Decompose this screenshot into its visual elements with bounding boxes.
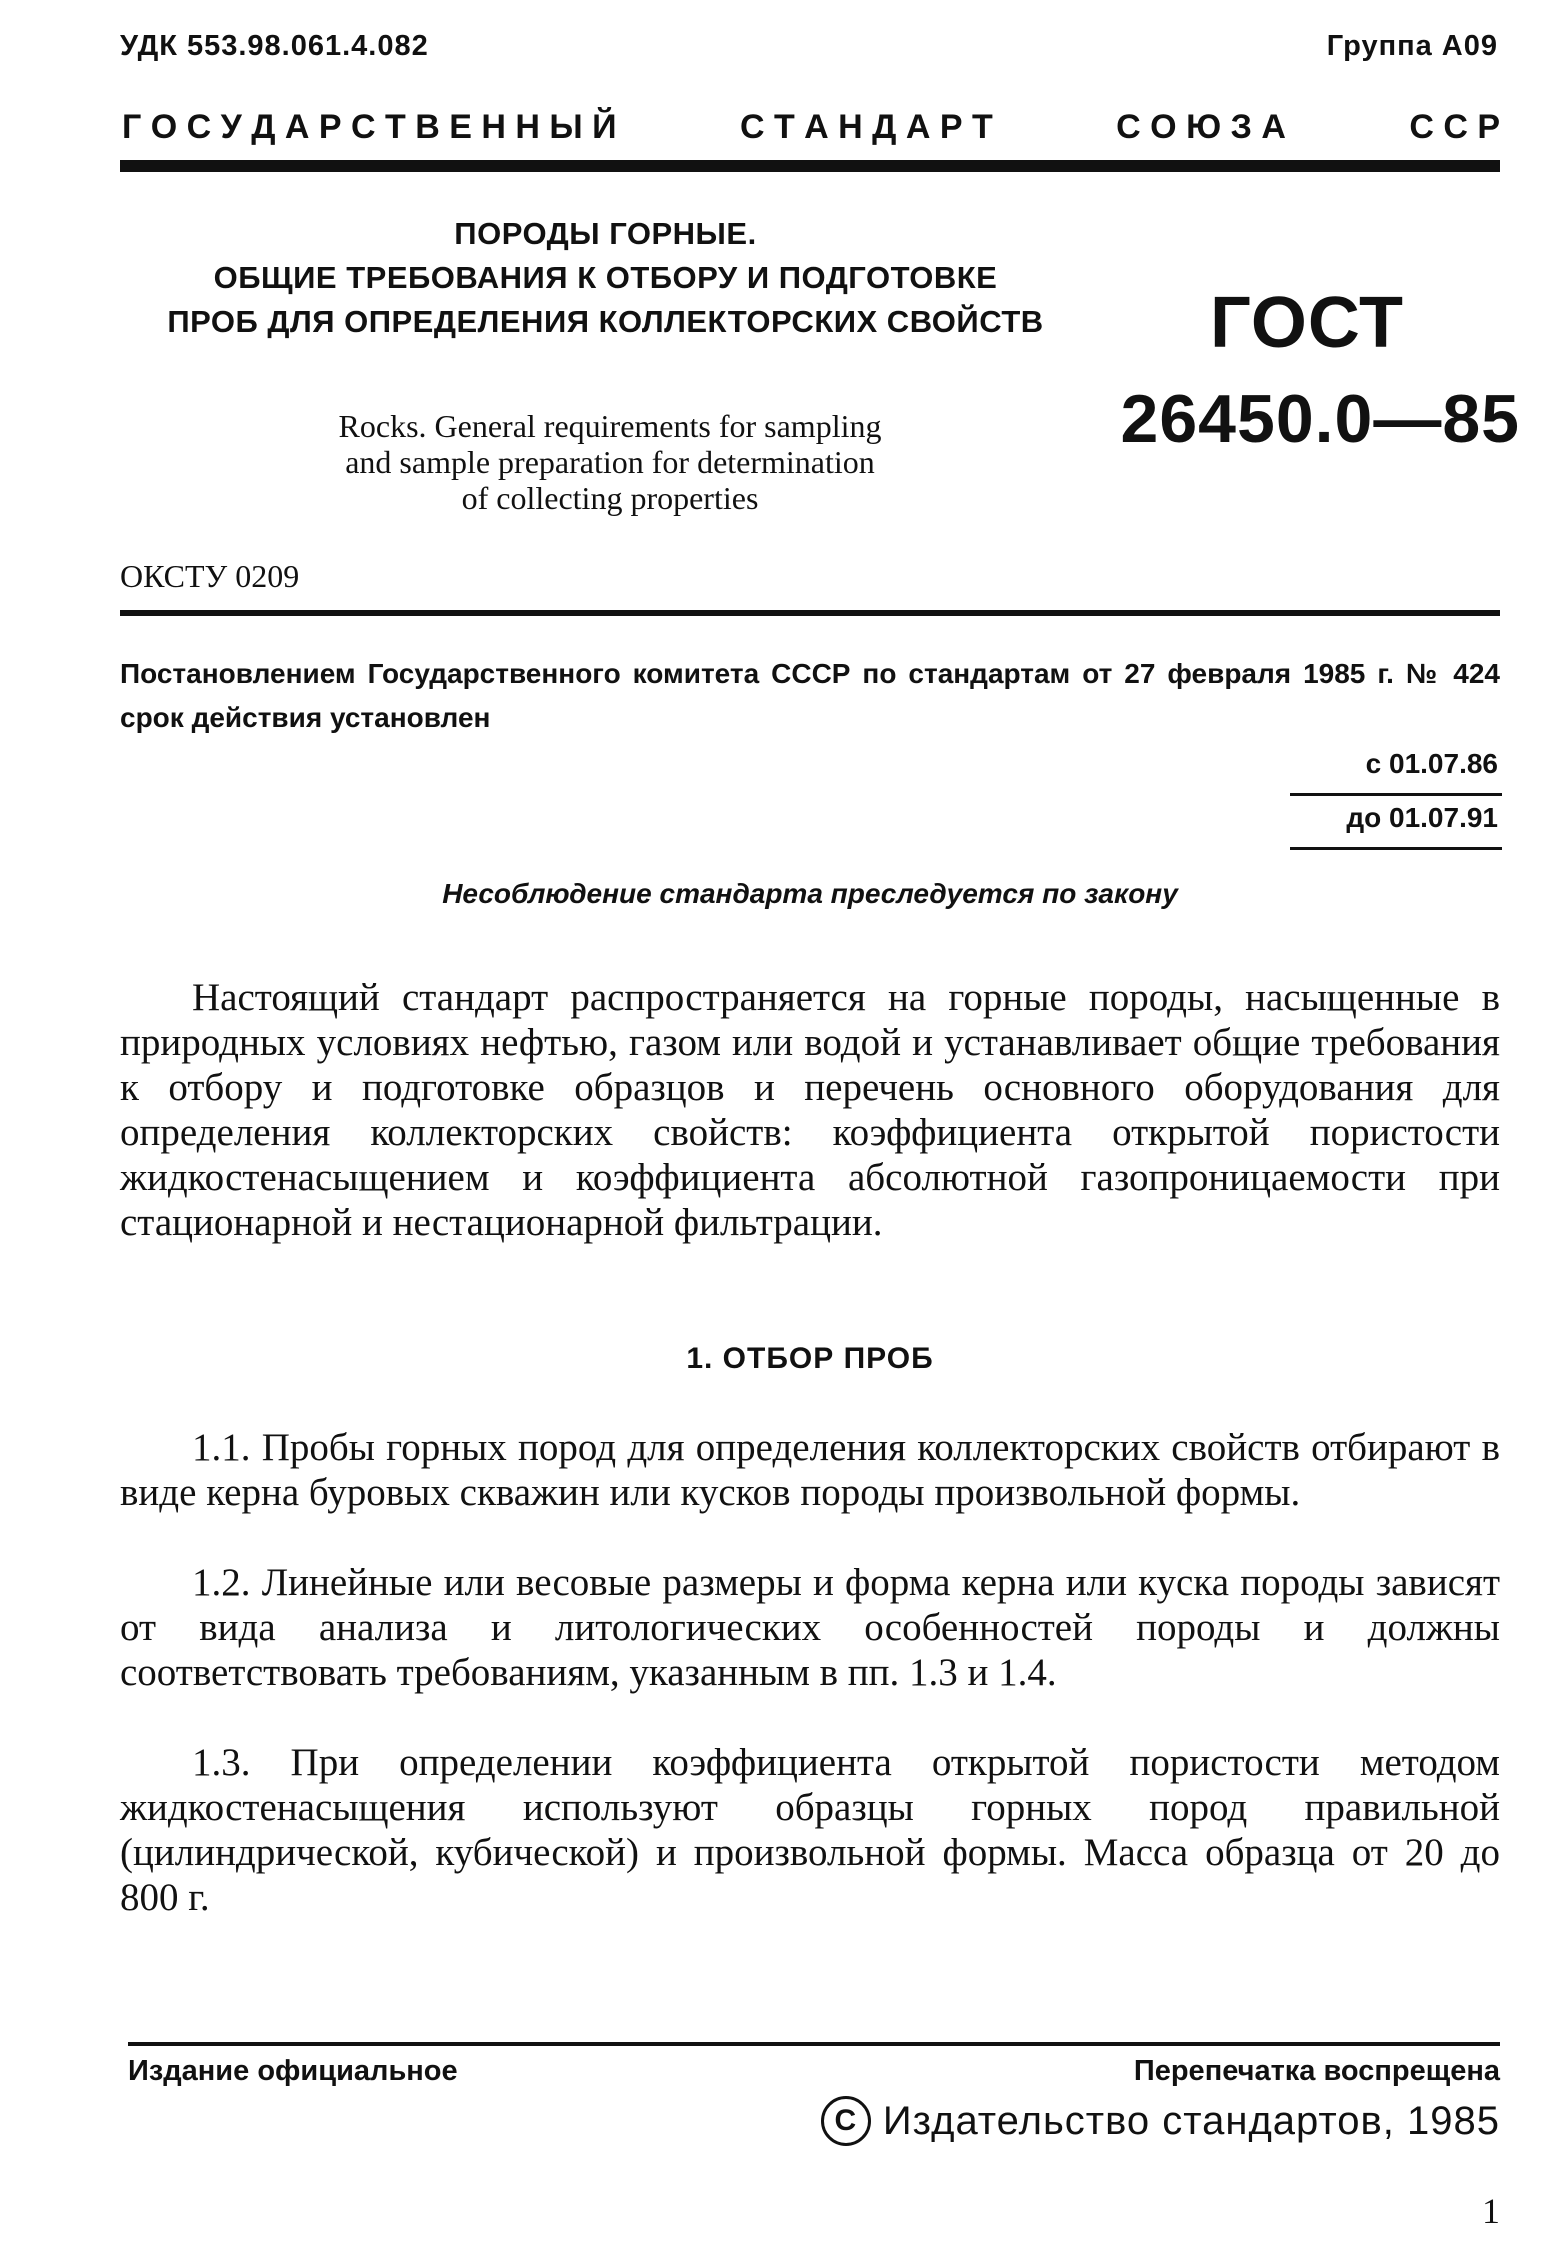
title-line: of collecting properties <box>461 480 759 516</box>
clause-1-1: 1.1. Пробы горных пород для определения коллекторских свойств отбирают в виде керна буровых скважин или кусков породы произвольной формы. <box>120 1426 1500 1514</box>
clause-1-3: 1.3. При определении коэффициента открытой пористости методом жидкостенасыщения используют образцы горных пород правильной (цилиндрической, кубической) и произвольной формы. Масса образца от 20 до 800 г. <box>120 1741 1500 1919</box>
title-line: Rocks. General requirements for sampling <box>338 408 882 444</box>
title-line: ПРОБ ДЛЯ ОПРЕДЕЛЕНИЯ КОЛЛЕКТОРСКИХ СВОЙСТВ <box>167 304 1044 339</box>
title-line: ПОРОДЫ ГОРНЫЕ. <box>454 216 757 251</box>
state-standard-banner <box>122 108 1500 147</box>
law-notice: Несоблюдение стандарта преследуется по закону <box>442 878 1178 909</box>
date-rule <box>1290 847 1502 850</box>
decree-text: Постановлением Государственного комитета СССР по стандартам от 27 февраля 1985 г. № 424 срок действия установлен <box>120 658 1500 733</box>
header-rule <box>120 160 1500 172</box>
udk-code: УДК 553.98.061.4.082 <box>120 30 429 62</box>
title-english <box>250 408 970 516</box>
date-rule <box>1290 793 1502 796</box>
effective-date-from: с 01.07.86 <box>1365 748 1498 779</box>
reprint-note: Перепечатка воспрещена <box>1133 2055 1500 2087</box>
clause-1-2: 1.2. Линейные или весовые размеры и форма керна или куска породы зависят от вида анализа и литологических особенностей породы и должны соответствовать требованиям, указанным в пп. 1.3 и 1.4. <box>120 1561 1500 1694</box>
banner-word: С О Ю З А <box>1116 108 1286 146</box>
publisher-line <box>821 2096 1500 2146</box>
publisher-name: Издательство стандартов, 1985 <box>882 2098 1500 2143</box>
page-number: 1 <box>1482 2191 1500 2231</box>
gost-number: 26450.0—85 <box>1120 381 1520 457</box>
copyright-icon: C <box>821 2096 871 2146</box>
banner-word: С С Р <box>1409 108 1500 146</box>
section-heading: 1. ОТБОР ПРОБ <box>686 1342 934 1375</box>
effective-date-to: до 01.07.91 <box>1346 802 1498 833</box>
edition-note: Издание официальное <box>128 2055 458 2087</box>
footer-rule <box>128 2042 1500 2046</box>
title-line: ОБЩИЕ ТРЕБОВАНИЯ К ОТБОРУ И ПОДГОТОВКЕ <box>213 260 998 295</box>
group-code: Группа А09 <box>1326 30 1498 62</box>
banner-word: Г О С У Д А Р С Т В Е Н Н Ы Й <box>122 108 617 146</box>
oksty-code: ОКСТУ 0209 <box>120 558 300 594</box>
title-russian <box>118 212 1093 344</box>
title-line: and sample preparation for determination <box>345 444 875 480</box>
gost-label: ГОСТ <box>1209 283 1405 363</box>
banner-word: С Т А Н Д А Р Т <box>739 108 993 146</box>
intro-paragraph: Настоящий стандарт распространяется на горные породы, насыщенные в природных условиях нефтью, газом или водой и устанавливает общие требования к отбору и подготовке образцов и перечень основного оборудования для определения коллекторских свойств: коэффициента открытой пористости жидкостенасыщением и коэффициента абсолютной газопроницаемости при стационарной и нестационарной фильтрации. <box>120 976 1500 1244</box>
section-rule <box>120 610 1500 616</box>
